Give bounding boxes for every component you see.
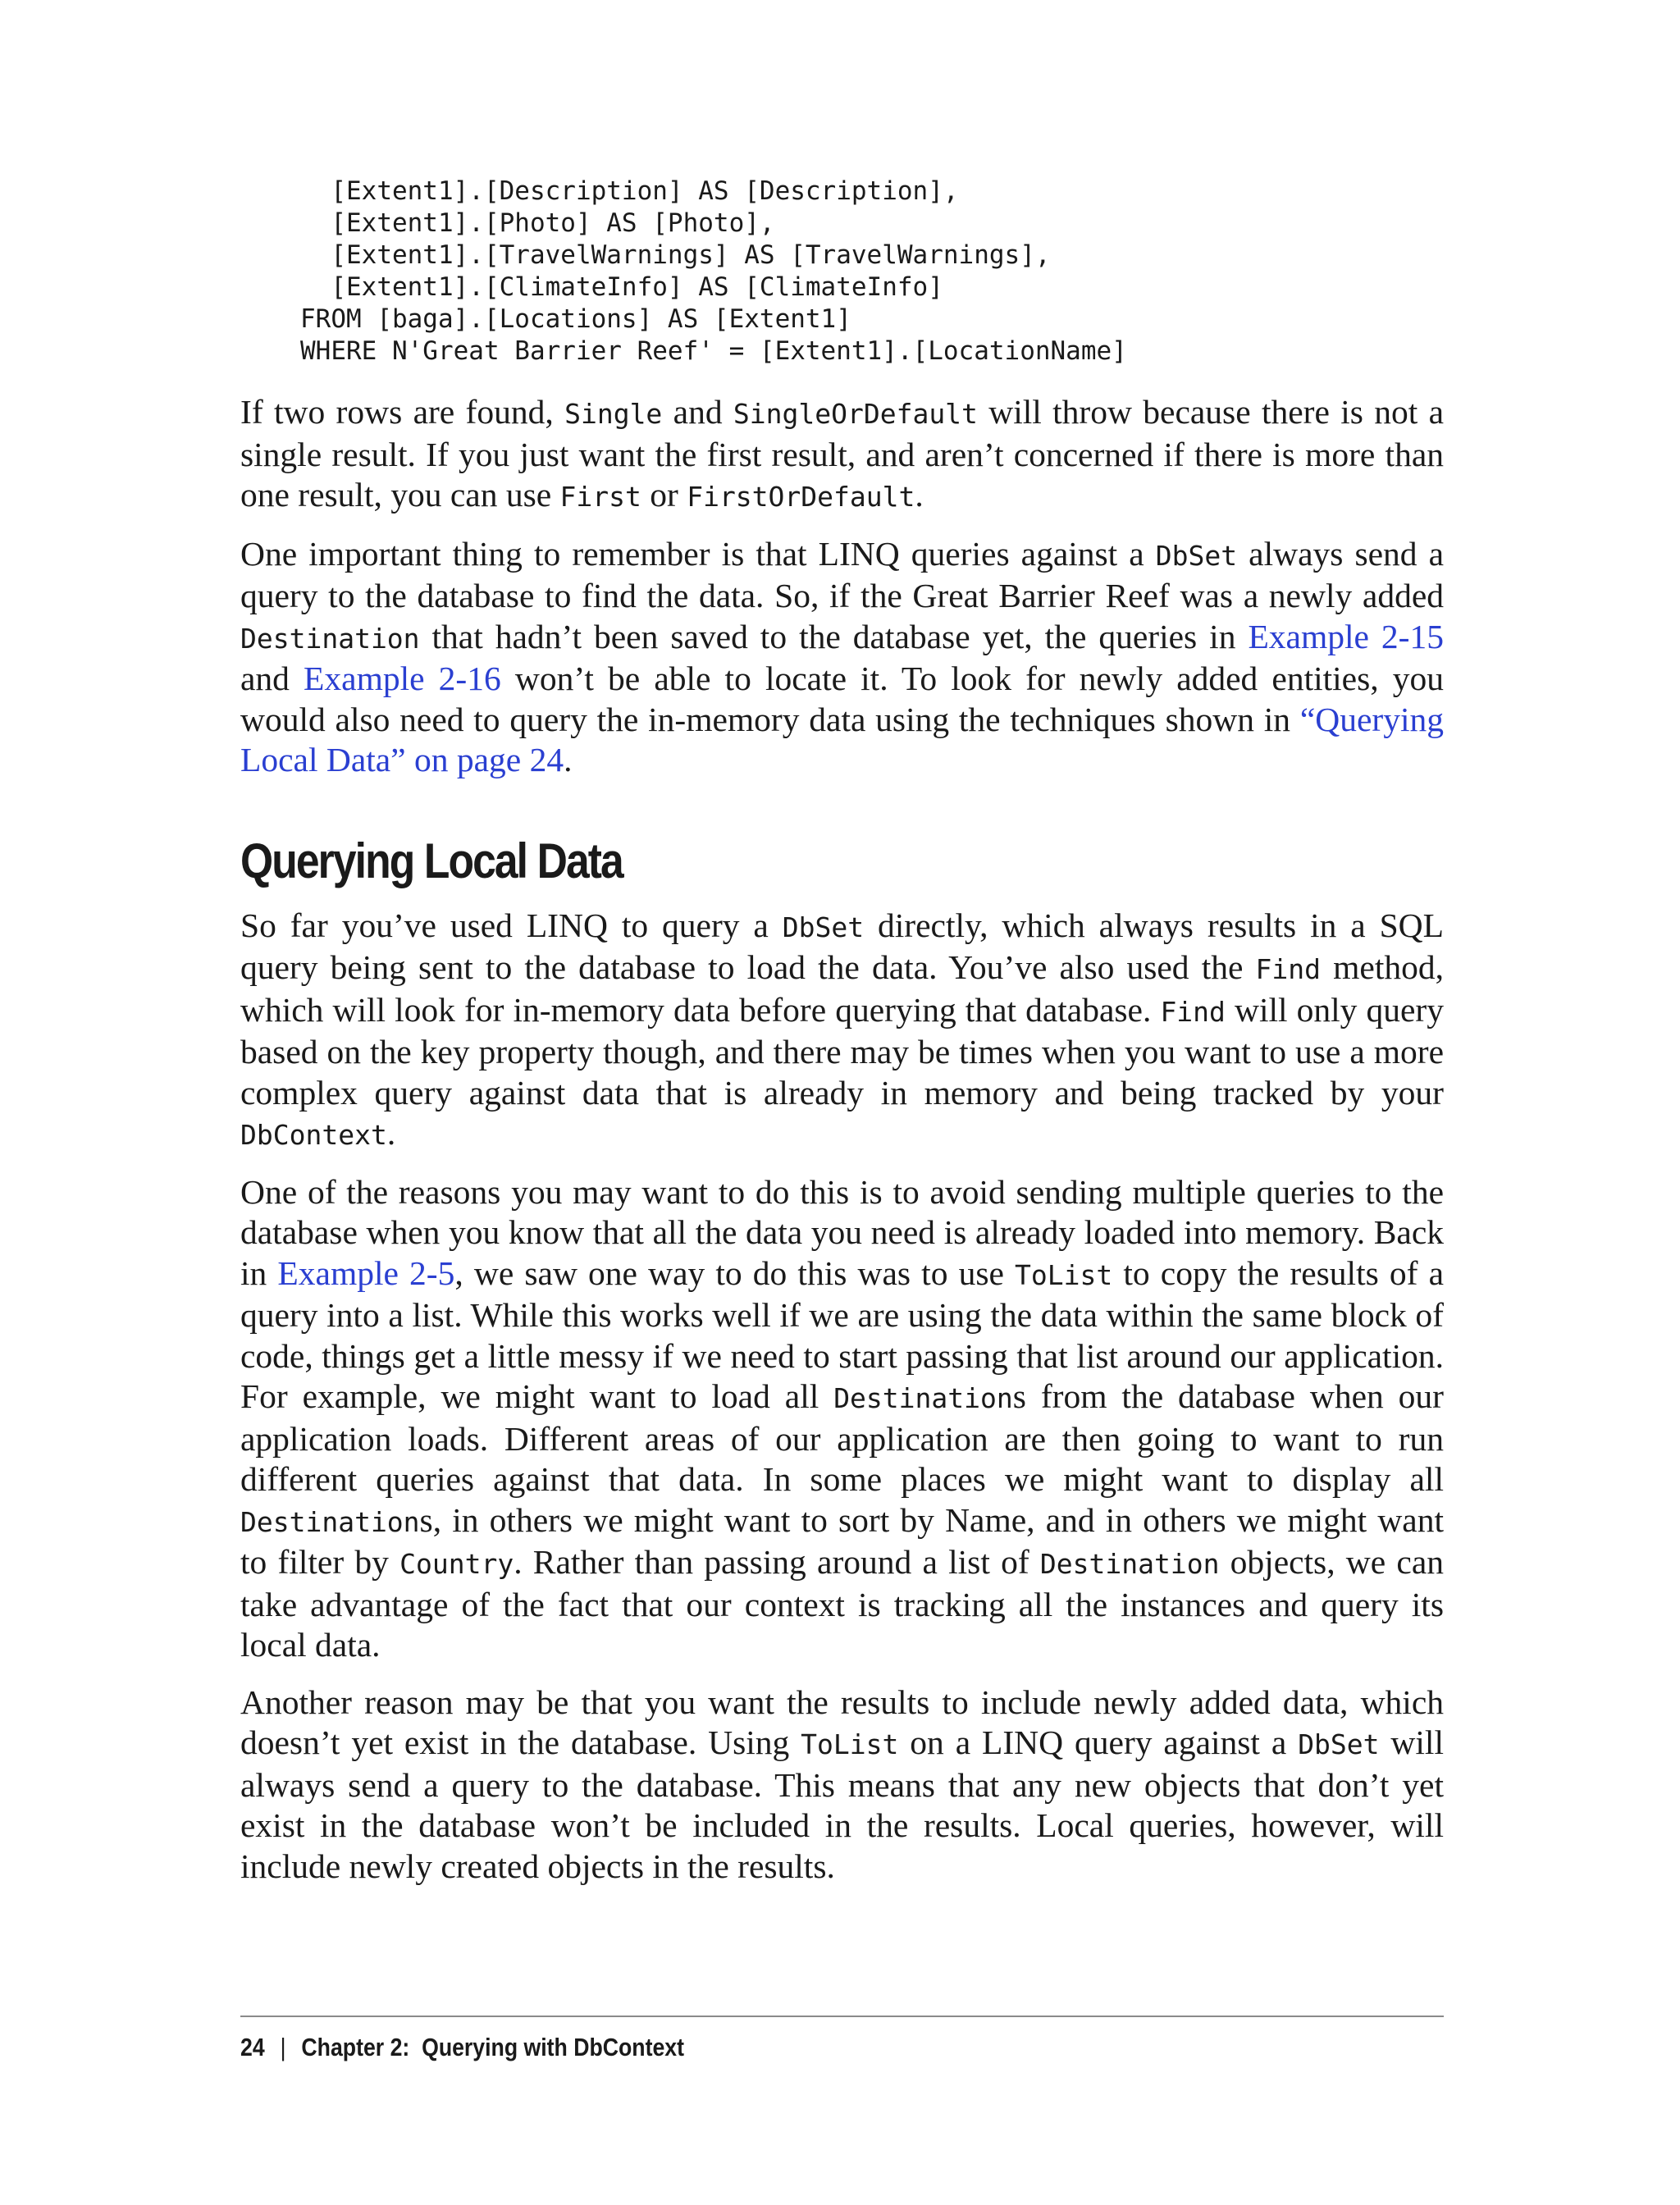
paragraph-dbset-queries	[240, 534, 1444, 781]
text: won’t be able to locate it. To look for newly added entities, you would also need to query the in-memory data using the techniques shown in	[240, 660, 1444, 738]
code-inline: Destination	[1039, 1548, 1220, 1580]
code-inline: Destination	[240, 622, 420, 655]
text: Another reason may be that you want the results to include newly added data, which doesn’t yet exist in the database. Using	[240, 1682, 1444, 1761]
text: . Rather than passing around a list of	[514, 1543, 1040, 1581]
text: .	[915, 476, 924, 514]
text: that hadn’t been saved to the database yet, the queries in	[419, 617, 1249, 655]
text: .	[386, 1114, 396, 1152]
paragraph-reasons	[240, 1172, 1444, 1666]
code-inline: DbSet	[1298, 1728, 1380, 1760]
text: s, in others we might want to sort by Name, and in others we might want to filter by	[240, 1500, 1444, 1581]
code-line: [Extent1].[TravelWarnings] AS [TravelWarnings],	[300, 240, 1051, 270]
text: and	[240, 660, 304, 697]
text: One important thing to remember is that LINQ queries against a	[240, 534, 1156, 573]
text: objects, we can take advantage of the fact that our context is tracking all the instances and query its local data.	[240, 1543, 1445, 1664]
text: .	[564, 741, 573, 778]
code-line: [Extent1].[Description] AS [Description],	[300, 176, 959, 206]
text: method, which will look for in-memory data before querying that database.	[240, 948, 1445, 1029]
code-inline: FirstOrDefault	[687, 481, 915, 513]
text: will only query based on the key property though, and there may be times when you want to use a more complex query against data that is already in memory and being tracked by your	[240, 990, 1444, 1112]
code-line: [Extent1].[Photo] AS [Photo],	[300, 208, 775, 238]
paragraph-newly-added	[240, 1682, 1444, 1888]
paragraph-single-vs-first	[240, 392, 1444, 518]
link-example-2-5[interactable]: Example 2-5	[277, 1253, 455, 1292]
code-inline: First	[559, 481, 641, 513]
text: to copy the results of a query into a list. While this works well if we are using the data within the same block of code, things get a little messy if we need to start passing that list around our application. For example, we might want to load all	[240, 1253, 1445, 1415]
text: on a LINQ query against a	[898, 1723, 1299, 1761]
sql-code-listing	[300, 176, 1449, 368]
code-inline: Find	[1255, 953, 1322, 985]
code-inline: Destination	[833, 1382, 1013, 1414]
link-querying-local-data[interactable]: “Querying Local Data” on page 24	[240, 700, 1444, 778]
text: , we saw one way to do this was to use	[454, 1253, 1016, 1292]
page-footer	[240, 2033, 684, 2062]
code-inline: DbContext	[240, 1119, 387, 1151]
paragraph-linq-find	[240, 906, 1444, 1156]
code-line: FROM [baga].[Locations] AS [Extent1]	[300, 304, 851, 334]
section-heading: Querying Local Data	[240, 833, 623, 888]
footer-separator: |	[280, 2033, 286, 2061]
text: and	[662, 393, 733, 431]
text: If two rows are found,	[240, 393, 565, 431]
code-line: [Extent1].[ClimateInfo] AS [ClimateInfo]	[300, 272, 943, 302]
text: One of the reasons you may want to do this is to avoid sending multiple queries to the database when you know that all the data you need is already loaded into memory. Back in	[240, 1172, 1444, 1292]
chapter-title: Chapter 2: Querying with DbContext	[301, 2033, 685, 2061]
text: will always send a query to the database. This means that any new objects that don’t yet exist in the database won’t be included in the results. Local queries, however, will include newly created objects in the results.	[240, 1723, 1444, 1885]
footer-divider	[240, 2016, 1444, 2017]
body-text	[240, 392, 1444, 1903]
text: s from the database when our application loads. Different areas of our application are then going to want to run different queries against that data. In some places we might want to display all	[240, 1377, 1444, 1498]
link-example-2-16[interactable]: Example 2-16	[304, 660, 501, 697]
text: always send a query to the database to find the data. So, if the Great Barrier Reef was a newly added	[240, 534, 1444, 614]
code-inline: ToList	[1015, 1258, 1113, 1291]
text: directly, which always results in a SQL query being sent to the database to load the data. You’ve also used the	[240, 906, 1444, 986]
code-inline: ToList	[801, 1728, 899, 1760]
code-inline: Destination	[240, 1505, 420, 1538]
link-example-2-15[interactable]: Example 2-15	[1248, 617, 1444, 655]
text: So far you’ve used LINQ to query a	[240, 906, 783, 944]
code-inline: Find	[1160, 995, 1226, 1028]
code-inline: DbSet	[782, 911, 865, 943]
text: will throw because there is not a single result. If you just want the first result, and aren’t concerned if there is more than one result, you can use	[240, 393, 1445, 514]
code-line: WHERE N'Great Barrier Reef' = [Extent1].[LocationName]	[300, 336, 1127, 366]
code-inline: Country	[399, 1548, 514, 1580]
text: or	[641, 476, 687, 514]
code-inline: Single	[564, 398, 663, 430]
page-number: 24	[240, 2033, 265, 2061]
code-inline: DbSet	[1155, 539, 1238, 572]
code-inline: SingleOrDefault	[733, 398, 978, 430]
